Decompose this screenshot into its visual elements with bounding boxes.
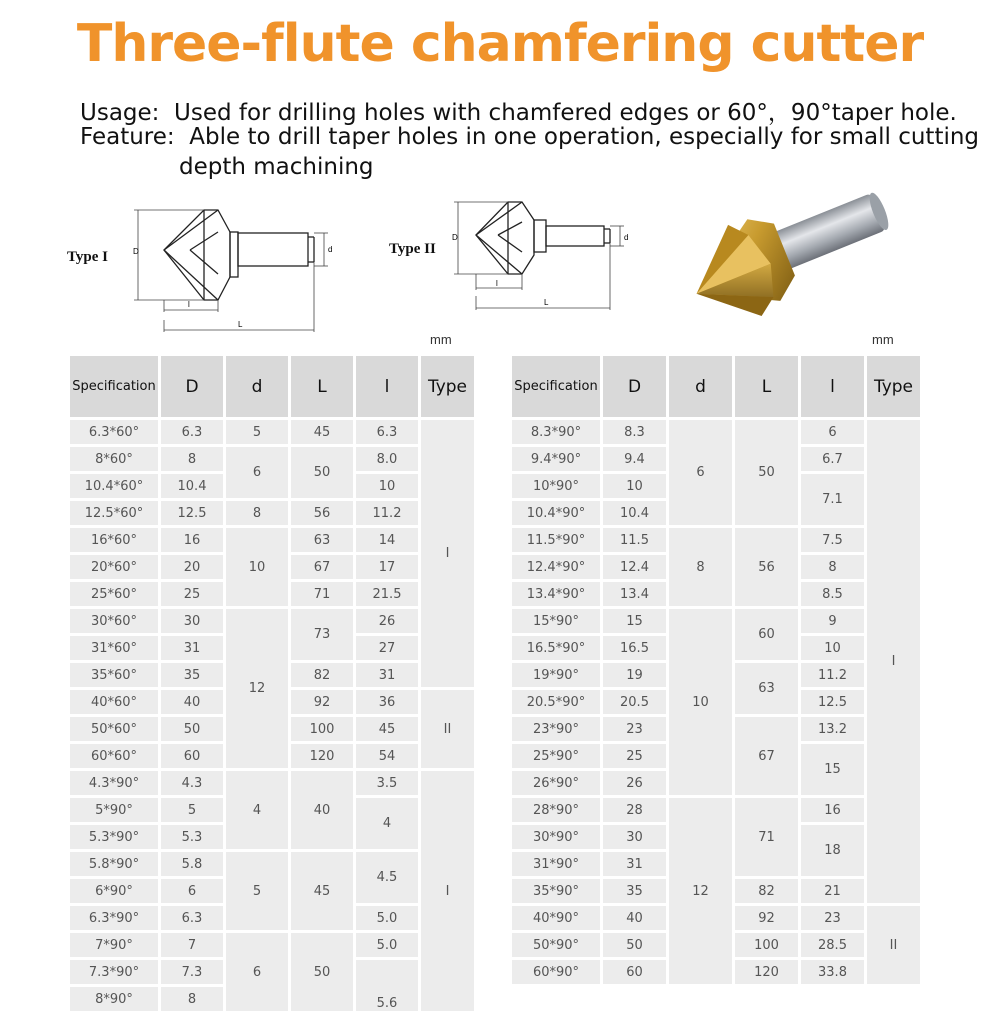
l-cell: 8.0 <box>356 447 418 471</box>
L-cell: 40 <box>291 771 353 849</box>
type2-dim-d: d <box>624 233 629 242</box>
spec-cell: 23*90° <box>512 717 600 741</box>
spec-cell: 19*90° <box>512 663 600 687</box>
l-cell: 13.2 <box>801 717 864 741</box>
spec-cell: 5.3*90° <box>70 825 158 849</box>
D-cell: 8.3 <box>603 420 666 444</box>
spec-table-60-and-90-left <box>67 353 477 1014</box>
l-cell: 5.0 <box>356 906 418 930</box>
D-cell: 6 <box>161 879 223 903</box>
spec-cell: 5*90° <box>70 798 158 822</box>
table-row <box>512 609 920 633</box>
l-cell: 8 <box>801 555 864 579</box>
type2-label: Type II <box>389 241 436 257</box>
l-cell: 10 <box>801 636 864 660</box>
d-cell: 5 <box>226 852 288 930</box>
spec-cell: 26*90° <box>512 771 600 795</box>
feature-line-2: depth machining <box>179 154 374 180</box>
l-cell: 9 <box>801 609 864 633</box>
D-cell: 50 <box>161 717 223 741</box>
spec-cell: 31*90° <box>512 852 600 876</box>
spec-cell: 35*90° <box>512 879 600 903</box>
col-header-specification: Specification <box>512 356 600 417</box>
D-cell: 15 <box>603 609 666 633</box>
D-cell: 30 <box>603 825 666 849</box>
L-cell: 100 <box>291 717 353 741</box>
spec-cell: 20.5*90° <box>512 690 600 714</box>
usage-text: Used for drilling holes with chamfered edges or 60°，90°taper hole. <box>174 100 957 126</box>
spec-cell: 16*60° <box>70 528 158 552</box>
d-cell: 6 <box>226 933 288 1011</box>
spec-cell: 10.4*90° <box>512 501 600 525</box>
L-cell: 120 <box>735 960 798 984</box>
usage-line <box>80 94 957 127</box>
spec-cell: 15*90° <box>512 609 600 633</box>
l-cell: 5.0 <box>356 933 418 957</box>
L-cell: 82 <box>291 663 353 687</box>
l-cell: 15 <box>801 744 864 795</box>
L-cell: 45 <box>291 420 353 444</box>
spec-cell: 5.8*90° <box>70 852 158 876</box>
feature-line <box>80 124 979 150</box>
l-cell: 14 <box>356 528 418 552</box>
L-cell: 92 <box>291 690 353 714</box>
D-cell: 50 <box>603 933 666 957</box>
D-cell: 7 <box>161 933 223 957</box>
D-cell: 16.5 <box>603 636 666 660</box>
D-cell: 28 <box>603 798 666 822</box>
table-row <box>70 420 474 444</box>
l-cell: 31 <box>356 663 418 687</box>
l-cell: 36 <box>356 690 418 714</box>
spec-cell: 60*90° <box>512 960 600 984</box>
table-row <box>70 771 474 795</box>
D-cell: 20 <box>161 555 223 579</box>
col-header-l: l <box>801 356 864 417</box>
col-header-l: l <box>356 356 418 417</box>
l-cell: 7.1 <box>801 474 864 525</box>
l-cell: 18 <box>801 825 864 876</box>
l-cell: 21 <box>801 879 864 903</box>
feature-text: Able to drill taper holes in one operation, especially for small cutting <box>189 124 980 150</box>
D-cell: 6.3 <box>161 420 223 444</box>
unit-label-left: mm <box>430 332 452 347</box>
type-cell: I <box>421 771 474 1011</box>
L-cell: 67 <box>735 717 798 795</box>
D-cell: 60 <box>603 960 666 984</box>
page-title: Three-flute chamfering cutter <box>76 14 924 74</box>
D-cell: 5.8 <box>161 852 223 876</box>
l-cell: 6 <box>801 420 864 444</box>
l-cell: 26 <box>356 609 418 633</box>
D-cell: 20.5 <box>603 690 666 714</box>
type-cell: I <box>421 420 474 687</box>
spec-cell: 40*90° <box>512 906 600 930</box>
l-cell: 33.8 <box>801 960 864 984</box>
cutter-product-image <box>660 180 900 340</box>
col-header-d: d <box>669 356 732 417</box>
l-cell: 17 <box>356 555 418 579</box>
D-cell: 5 <box>161 798 223 822</box>
type1-label: Type I <box>67 249 108 265</box>
table-row <box>512 798 920 822</box>
L-cell: 45 <box>291 852 353 930</box>
spec-cell: 10*90° <box>512 474 600 498</box>
spec-cell: 20*60° <box>70 555 158 579</box>
d-cell: 12 <box>669 798 732 984</box>
D-cell: 11.5 <box>603 528 666 552</box>
D-cell: 35 <box>161 663 223 687</box>
spec-cell: 13.4*90° <box>512 582 600 606</box>
table-row <box>70 528 474 552</box>
L-cell: 60 <box>735 609 798 660</box>
spec-cell: 60*60° <box>70 744 158 768</box>
l-cell: 10 <box>356 474 418 498</box>
l-cell: 54 <box>356 744 418 768</box>
col-header-D: D <box>161 356 223 417</box>
D-cell: 40 <box>161 690 223 714</box>
type1-dim-L: L <box>238 320 243 329</box>
D-cell: 13.4 <box>603 582 666 606</box>
l-cell: 4 <box>356 798 418 849</box>
spec-cell: 8.3*90° <box>512 420 600 444</box>
table-row <box>70 852 474 876</box>
D-cell: 6.3 <box>161 906 223 930</box>
d-cell: 12 <box>226 609 288 768</box>
L-cell: 73 <box>291 609 353 660</box>
l-cell: 3.5 <box>356 771 418 795</box>
feature-label: Feature: <box>80 124 175 150</box>
D-cell: 12.5 <box>161 501 223 525</box>
col-header-d: d <box>226 356 288 417</box>
D-cell: 4.3 <box>161 771 223 795</box>
type2-dim-L: L <box>544 298 549 307</box>
spec-cell: 35*60° <box>70 663 158 687</box>
spec-cell: 8*60° <box>70 447 158 471</box>
L-cell: 50 <box>291 933 353 1011</box>
type1-diagram <box>130 192 340 337</box>
L-cell: 67 <box>291 555 353 579</box>
spec-cell: 25*90° <box>512 744 600 768</box>
spec-cell: 16.5*90° <box>512 636 600 660</box>
L-cell: 56 <box>735 528 798 606</box>
spec-cell: 12.5*60° <box>70 501 158 525</box>
L-cell: 100 <box>735 933 798 957</box>
spec-cell: 7.3*90° <box>70 960 158 984</box>
L-cell: 71 <box>735 798 798 876</box>
D-cell: 7.3 <box>161 960 223 984</box>
spec-cell: 7*90° <box>70 933 158 957</box>
table-row <box>70 501 474 525</box>
spec-cell: 6*90° <box>70 879 158 903</box>
l-cell: 4.5 <box>356 852 418 903</box>
l-cell: 16 <box>801 798 864 822</box>
col-header-L: L <box>291 356 353 417</box>
type2-dim-l: l <box>496 279 498 288</box>
l-cell: 8.5 <box>801 582 864 606</box>
D-cell: 10 <box>603 474 666 498</box>
spec-cell: 25*60° <box>70 582 158 606</box>
l-cell: 21.5 <box>356 582 418 606</box>
D-cell: 30 <box>161 609 223 633</box>
D-cell: 25 <box>603 744 666 768</box>
type1-dim-d: d <box>328 245 333 254</box>
spec-cell: 6.3*90° <box>70 906 158 930</box>
col-header-L: L <box>735 356 798 417</box>
spec-cell: 9.4*90° <box>512 447 600 471</box>
table-row <box>70 933 474 957</box>
d-cell: 10 <box>669 609 732 795</box>
spec-cell: 8*90° <box>70 987 158 1011</box>
type2-diagram <box>448 190 638 312</box>
spec-cell: 31*60° <box>70 636 158 660</box>
D-cell: 19 <box>603 663 666 687</box>
table-row <box>70 609 474 633</box>
D-cell: 10.4 <box>161 474 223 498</box>
L-cell: 120 <box>291 744 353 768</box>
spec-cell: 12.4*90° <box>512 555 600 579</box>
spec-cell: 4.3*90° <box>70 771 158 795</box>
D-cell: 35 <box>603 879 666 903</box>
spec-cell: 10.4*60° <box>70 474 158 498</box>
D-cell: 23 <box>603 717 666 741</box>
l-cell: 11.2 <box>356 501 418 525</box>
D-cell: 60 <box>161 744 223 768</box>
D-cell: 9.4 <box>603 447 666 471</box>
spec-cell: 11.5*90° <box>512 528 600 552</box>
spec-cell: 28*90° <box>512 798 600 822</box>
D-cell: 8 <box>161 447 223 471</box>
L-cell: 82 <box>735 879 798 903</box>
d-cell: 6 <box>226 447 288 498</box>
type1-dim-l: l <box>188 300 190 309</box>
unit-label-right: mm <box>872 332 894 347</box>
l-cell: 11.2 <box>801 663 864 687</box>
l-cell: 45 <box>356 717 418 741</box>
spec-cell: 6.3*60° <box>70 420 158 444</box>
D-cell: 26 <box>603 771 666 795</box>
d-cell: 8 <box>226 501 288 525</box>
D-cell: 31 <box>603 852 666 876</box>
usage-label: Usage: <box>80 100 160 126</box>
D-cell: 40 <box>603 906 666 930</box>
spec-cell: 30*90° <box>512 825 600 849</box>
l-cell: 6.7 <box>801 447 864 471</box>
l-cell: 7.5 <box>801 528 864 552</box>
l-cell: 27 <box>356 636 418 660</box>
type-cell: II <box>421 690 474 768</box>
type-cell: I <box>867 420 920 903</box>
d-cell: 4 <box>226 771 288 849</box>
L-cell: 56 <box>291 501 353 525</box>
col-header-specification: Specification <box>70 356 158 417</box>
table-row <box>512 420 920 444</box>
D-cell: 8 <box>161 987 223 1011</box>
L-cell: 71 <box>291 582 353 606</box>
spec-cell: 40*60° <box>70 690 158 714</box>
d-cell: 10 <box>226 528 288 606</box>
D-cell: 12.4 <box>603 555 666 579</box>
type2-dim-D: D <box>452 233 458 242</box>
L-cell: 50 <box>735 420 798 525</box>
l-cell: 23 <box>801 906 864 930</box>
D-cell: 25 <box>161 582 223 606</box>
L-cell: 50 <box>291 447 353 498</box>
spec-cell: 50*90° <box>512 933 600 957</box>
col-header-type: Type <box>421 356 474 417</box>
table-row <box>512 528 920 552</box>
spec-cell: 30*60° <box>70 609 158 633</box>
l-cell: 28.5 <box>801 933 864 957</box>
d-cell: 5 <box>226 420 288 444</box>
D-cell: 5.3 <box>161 825 223 849</box>
D-cell: 31 <box>161 636 223 660</box>
L-cell: 92 <box>735 906 798 930</box>
type-cell: II <box>867 906 920 984</box>
col-header-D: D <box>603 356 666 417</box>
type1-dim-D: D <box>133 247 139 256</box>
spec-cell: 50*60° <box>70 717 158 741</box>
l-cell: 5.6 <box>356 960 418 1011</box>
L-cell: 63 <box>735 663 798 714</box>
d-cell: 8 <box>669 528 732 606</box>
L-cell: 63 <box>291 528 353 552</box>
D-cell: 16 <box>161 528 223 552</box>
table-row <box>70 447 474 471</box>
l-cell: 12.5 <box>801 690 864 714</box>
d-cell: 6 <box>669 420 732 525</box>
col-header-type: Type <box>867 356 920 417</box>
l-cell: 6.3 <box>356 420 418 444</box>
spec-table-90-right <box>509 353 923 987</box>
D-cell: 10.4 <box>603 501 666 525</box>
